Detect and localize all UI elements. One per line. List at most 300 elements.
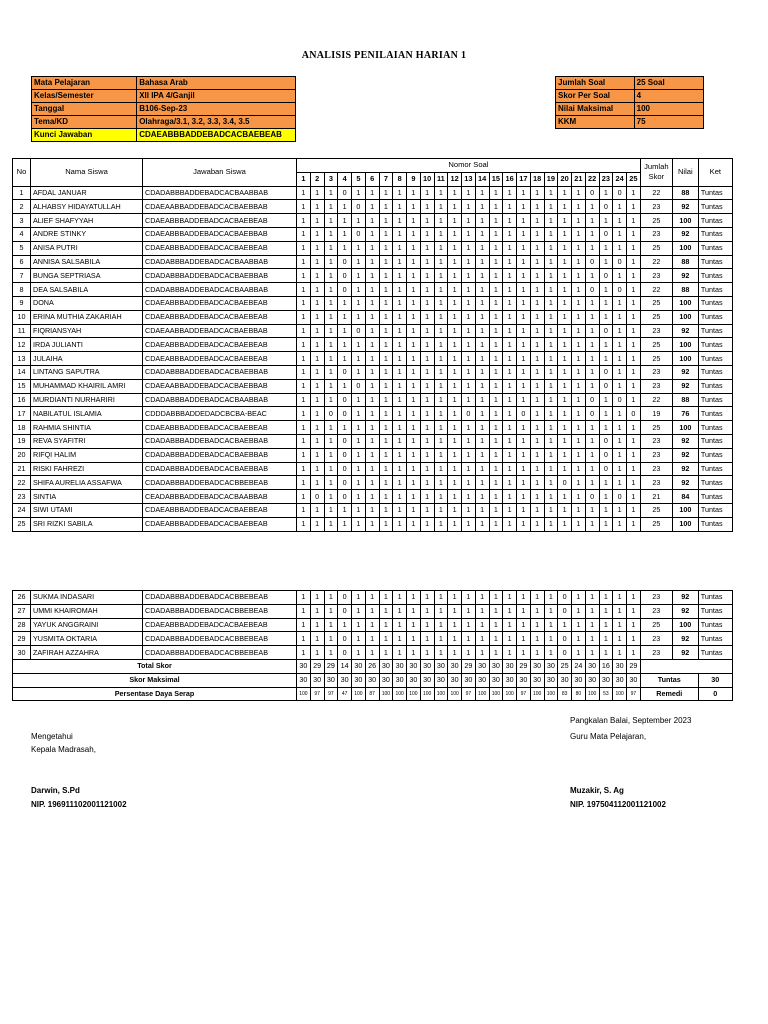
- question-score: 1: [558, 407, 572, 421]
- student-no: 8: [13, 283, 31, 297]
- question-score: 1: [530, 324, 544, 338]
- student-row: [13, 393, 733, 407]
- question-score: 1: [448, 421, 462, 435]
- info-row: [556, 103, 704, 116]
- question-score: 1: [434, 462, 448, 476]
- summary-value: 29: [324, 659, 338, 673]
- question-score: 1: [310, 379, 324, 393]
- student-answers: CDAEAABBADDEBADCACBAEBBAB: [143, 324, 297, 338]
- question-score: 1: [517, 462, 531, 476]
- student-name: RIFQI HALIM: [31, 448, 143, 462]
- summary-value: 26: [365, 659, 379, 673]
- question-score: 1: [572, 490, 586, 504]
- question-score: 1: [613, 241, 627, 255]
- question-score: 0: [352, 324, 366, 338]
- nilai: 100: [672, 503, 698, 517]
- student-row: [13, 324, 733, 338]
- student-name: FIQRIANSYAH: [31, 324, 143, 338]
- question-score: 1: [407, 324, 421, 338]
- guru-title: Guru Mata Pelajaran,: [570, 732, 647, 741]
- question-score: 1: [324, 646, 338, 660]
- summary-row: [13, 659, 733, 673]
- question-score: 1: [627, 255, 641, 269]
- question-score: 1: [324, 241, 338, 255]
- question-score: 1: [448, 255, 462, 269]
- summary-value: 30: [475, 659, 489, 673]
- question-score: 1: [365, 186, 379, 200]
- question-number: 18: [530, 172, 544, 186]
- student-name: RAHMIA SHINTIA: [31, 421, 143, 435]
- question-score: 1: [517, 503, 531, 517]
- question-score: 1: [310, 591, 324, 605]
- question-score: 1: [613, 448, 627, 462]
- student-answers: CDADABBBADDEBADCACBAABBAB: [143, 393, 297, 407]
- info-value: CDAEABBBADDEBADCACBAEBEAB: [137, 129, 296, 142]
- question-score: 1: [448, 448, 462, 462]
- summary-value: 30: [475, 673, 489, 687]
- question-score: 1: [393, 296, 407, 310]
- question-score: 1: [544, 490, 558, 504]
- student-name: ANDRE STINKY: [31, 227, 143, 241]
- question-score: 1: [324, 324, 338, 338]
- question-score: 1: [365, 227, 379, 241]
- question-score: 1: [448, 310, 462, 324]
- summary-value: 30: [297, 659, 311, 673]
- question-score: 1: [489, 200, 503, 214]
- student-answers: CDAEABBBADDEBADCACBAEBEAB: [143, 421, 297, 435]
- keterangan: Tuntas: [698, 490, 732, 504]
- student-answers: CDADABBBADDEBADCACBBEBEAB: [143, 476, 297, 490]
- question-score: 1: [475, 503, 489, 517]
- question-score: 1: [324, 591, 338, 605]
- student-row: [13, 296, 733, 310]
- question-score: 1: [558, 338, 572, 352]
- question-score: 1: [365, 591, 379, 605]
- question-score: 1: [517, 365, 531, 379]
- question-score: 1: [420, 324, 434, 338]
- question-score: 1: [544, 338, 558, 352]
- question-score: 1: [407, 646, 421, 660]
- nilai: 92: [672, 379, 698, 393]
- question-score: 1: [475, 490, 489, 504]
- summary-value: 30: [503, 659, 517, 673]
- question-score: 1: [489, 310, 503, 324]
- info-value: 75: [634, 116, 703, 129]
- question-number: 1: [297, 172, 311, 186]
- question-score: 0: [338, 255, 352, 269]
- question-score: 1: [297, 646, 311, 660]
- question-score: 1: [530, 255, 544, 269]
- question-score: 1: [599, 591, 613, 605]
- question-score: 0: [599, 227, 613, 241]
- question-score: 1: [544, 324, 558, 338]
- question-score: 1: [352, 296, 366, 310]
- summary-value: 30: [517, 673, 531, 687]
- question-score: 1: [379, 296, 393, 310]
- question-score: 1: [558, 379, 572, 393]
- nilai: 100: [672, 618, 698, 632]
- question-score: 1: [613, 503, 627, 517]
- question-score: 1: [572, 476, 586, 490]
- info-table-left: [31, 76, 296, 142]
- question-number: 15: [489, 172, 503, 186]
- student-name: JULAIHA: [31, 352, 143, 366]
- question-score: 1: [572, 618, 586, 632]
- question-score: 1: [434, 618, 448, 632]
- student-row: [13, 200, 733, 214]
- question-score: 1: [462, 227, 476, 241]
- nilai: 76: [672, 407, 698, 421]
- question-score: 1: [613, 379, 627, 393]
- student-no: 28: [13, 618, 31, 632]
- question-score: 1: [297, 476, 311, 490]
- question-score: 1: [613, 421, 627, 435]
- summary-value: 100: [503, 687, 517, 701]
- question-score: 1: [420, 393, 434, 407]
- question-score: 1: [297, 241, 311, 255]
- summary-empty: [640, 659, 732, 673]
- question-score: 1: [324, 214, 338, 228]
- student-answers: CDAEABBBADDEBADCACBAEBEAB: [143, 241, 297, 255]
- question-score: 1: [530, 310, 544, 324]
- question-score: 1: [407, 503, 421, 517]
- question-score: 1: [379, 503, 393, 517]
- keterangan: Tuntas: [698, 462, 732, 476]
- question-score: 1: [517, 200, 531, 214]
- guru-nip: NIP. 197504112001121002: [570, 800, 666, 809]
- question-score: 1: [599, 618, 613, 632]
- question-score: 1: [420, 255, 434, 269]
- question-score: 1: [365, 296, 379, 310]
- question-score: 1: [393, 227, 407, 241]
- question-score: 1: [489, 338, 503, 352]
- student-no: 1: [13, 186, 31, 200]
- summary-value: 25: [558, 659, 572, 673]
- summary-value: 30: [530, 659, 544, 673]
- question-score: 1: [558, 462, 572, 476]
- question-score: 1: [544, 283, 558, 297]
- question-score: 1: [475, 434, 489, 448]
- student-name: ALIEF SHAFYYAH: [31, 214, 143, 228]
- question-score: 1: [420, 517, 434, 531]
- question-score: 1: [544, 646, 558, 660]
- question-score: 1: [352, 241, 366, 255]
- question-score: 1: [462, 503, 476, 517]
- question-score: 1: [627, 296, 641, 310]
- question-score: 0: [352, 200, 366, 214]
- summary-value: 30: [448, 673, 462, 687]
- question-score: 1: [585, 352, 599, 366]
- student-row: [13, 490, 733, 504]
- question-score: 1: [627, 393, 641, 407]
- question-score: 1: [627, 200, 641, 214]
- question-score: 1: [517, 618, 531, 632]
- question-score: 1: [558, 296, 572, 310]
- question-score: 1: [517, 591, 531, 605]
- question-score: 1: [585, 421, 599, 435]
- question-score: 1: [324, 462, 338, 476]
- question-score: 1: [475, 255, 489, 269]
- question-score: 1: [475, 632, 489, 646]
- question-score: 1: [434, 200, 448, 214]
- question-score: 1: [407, 618, 421, 632]
- question-score: 1: [585, 632, 599, 646]
- question-score: 1: [338, 421, 352, 435]
- question-score: 1: [407, 476, 421, 490]
- student-row: [13, 283, 733, 297]
- nilai: 92: [672, 632, 698, 646]
- summary-extra-value: 0: [698, 687, 732, 701]
- question-score: 1: [558, 517, 572, 531]
- place-date: Pangkalan Balai, September 2023: [570, 716, 692, 725]
- student-row: [13, 421, 733, 435]
- question-number: 2: [310, 172, 324, 186]
- student-answers: CDADABBBADDEBADCACBBEBEAB: [143, 646, 297, 660]
- question-score: 1: [393, 338, 407, 352]
- summary-row: [13, 673, 733, 687]
- question-score: 1: [613, 632, 627, 646]
- question-score: 1: [365, 393, 379, 407]
- question-score: 1: [434, 296, 448, 310]
- question-score: 1: [544, 434, 558, 448]
- question-score: 1: [434, 324, 448, 338]
- question-score: 1: [489, 421, 503, 435]
- student-name: ANISA PUTRI: [31, 241, 143, 255]
- question-score: 1: [420, 296, 434, 310]
- nilai: 84: [672, 490, 698, 504]
- question-score: 1: [310, 407, 324, 421]
- question-score: 1: [627, 324, 641, 338]
- info-value: 25 Soal: [634, 77, 703, 90]
- question-score: 1: [585, 517, 599, 531]
- student-no: 21: [13, 462, 31, 476]
- summary-value: 30: [379, 659, 393, 673]
- question-score: 1: [613, 227, 627, 241]
- question-score: 0: [558, 604, 572, 618]
- summary-value: 30: [489, 659, 503, 673]
- jumlah-skor: 25: [640, 214, 672, 228]
- question-score: 1: [585, 379, 599, 393]
- question-score: 1: [407, 241, 421, 255]
- question-score: 1: [585, 604, 599, 618]
- question-score: 1: [434, 214, 448, 228]
- question-number: 24: [613, 172, 627, 186]
- question-score: 1: [434, 269, 448, 283]
- question-score: 1: [489, 462, 503, 476]
- student-no: 7: [13, 269, 31, 283]
- question-score: 1: [297, 255, 311, 269]
- student-answers: CDADABBBADDEBADCACBAEBBAB: [143, 365, 297, 379]
- summary-value: 30: [613, 659, 627, 673]
- question-score: 1: [407, 296, 421, 310]
- info-value: Olahraga/3.1, 3.2, 3.3, 3.4, 3.5: [137, 116, 296, 129]
- question-number: 7: [379, 172, 393, 186]
- question-score: 1: [462, 604, 476, 618]
- kepala-nip: NIP. 196911102001121002: [31, 800, 127, 809]
- question-score: 1: [572, 604, 586, 618]
- student-name: LINTANG SAPUTRA: [31, 365, 143, 379]
- question-score: 1: [530, 490, 544, 504]
- nilai: 100: [672, 241, 698, 255]
- jumlah-skor: 25: [640, 618, 672, 632]
- question-score: 1: [503, 255, 517, 269]
- question-score: 1: [517, 324, 531, 338]
- question-score: 1: [530, 618, 544, 632]
- question-score: 1: [462, 393, 476, 407]
- summary-value: 29: [517, 659, 531, 673]
- student-name: IRDA JULIANTI: [31, 338, 143, 352]
- question-score: 1: [352, 338, 366, 352]
- summary-value: 100: [448, 687, 462, 701]
- question-score: 1: [324, 283, 338, 297]
- question-score: 1: [297, 214, 311, 228]
- question-score: 1: [462, 646, 476, 660]
- nilai: 92: [672, 448, 698, 462]
- student-name: ERINA MUTHIA ZAKARIAH: [31, 310, 143, 324]
- question-score: 1: [393, 517, 407, 531]
- question-score: 1: [310, 310, 324, 324]
- keterangan: Tuntas: [698, 310, 732, 324]
- question-score: 1: [475, 476, 489, 490]
- question-score: 1: [420, 200, 434, 214]
- summary-value: 100: [544, 687, 558, 701]
- summary-label: Persentase Daya Serap: [13, 687, 297, 701]
- question-score: 1: [544, 227, 558, 241]
- summary-value: 30: [407, 659, 421, 673]
- question-score: 1: [352, 517, 366, 531]
- question-score: 1: [448, 407, 462, 421]
- question-score: 1: [324, 490, 338, 504]
- student-answers: CDADABBBADDEBADCACBAABBAB: [143, 186, 297, 200]
- question-score: 1: [379, 490, 393, 504]
- question-score: 1: [352, 255, 366, 269]
- question-score: 1: [517, 476, 531, 490]
- question-score: 1: [297, 421, 311, 435]
- question-score: 1: [599, 214, 613, 228]
- question-score: 1: [448, 618, 462, 632]
- question-score: 1: [613, 604, 627, 618]
- question-score: 0: [338, 407, 352, 421]
- info-value: XII IPA 4/Ganjil: [137, 90, 296, 103]
- question-score: 1: [558, 352, 572, 366]
- question-score: 1: [627, 379, 641, 393]
- question-score: 1: [613, 200, 627, 214]
- nilai: 88: [672, 186, 698, 200]
- question-score: 1: [585, 462, 599, 476]
- student-answers: CDAEABBBADDEBADCACBAEBEAB: [143, 214, 297, 228]
- question-score: 1: [352, 448, 366, 462]
- question-score: 1: [324, 379, 338, 393]
- question-score: 1: [338, 503, 352, 517]
- question-score: 1: [530, 632, 544, 646]
- question-score: 1: [599, 310, 613, 324]
- question-score: 1: [448, 186, 462, 200]
- question-score: 1: [352, 365, 366, 379]
- student-answers: CDAEABBBADDEBADCACBAEBEAB: [143, 618, 297, 632]
- question-score: 1: [517, 632, 531, 646]
- nilai: 92: [672, 462, 698, 476]
- summary-value: 30: [310, 673, 324, 687]
- summary-value: 29: [627, 659, 641, 673]
- question-score: 1: [448, 296, 462, 310]
- question-score: 1: [448, 503, 462, 517]
- question-score: 1: [517, 393, 531, 407]
- question-score: 1: [324, 618, 338, 632]
- question-score: 1: [324, 186, 338, 200]
- question-score: 1: [434, 646, 448, 660]
- student-answers: CDADABBBADDEBADCACBAEBBAB: [143, 434, 297, 448]
- summary-value: 30: [462, 673, 476, 687]
- question-score: 1: [489, 283, 503, 297]
- jumlah-skor: 23: [640, 476, 672, 490]
- question-score: 1: [517, 296, 531, 310]
- nilai: 100: [672, 352, 698, 366]
- question-score: 1: [503, 352, 517, 366]
- nilai: 100: [672, 338, 698, 352]
- question-score: 1: [627, 448, 641, 462]
- question-score: 1: [599, 490, 613, 504]
- question-score: 1: [503, 618, 517, 632]
- question-score: 0: [599, 448, 613, 462]
- question-score: 1: [310, 476, 324, 490]
- question-score: 1: [572, 200, 586, 214]
- question-score: 1: [434, 434, 448, 448]
- question-score: 1: [310, 296, 324, 310]
- question-score: 1: [365, 324, 379, 338]
- student-row: [13, 241, 733, 255]
- question-score: 1: [544, 393, 558, 407]
- student-no: 14: [13, 365, 31, 379]
- question-score: 1: [530, 434, 544, 448]
- question-score: 1: [530, 393, 544, 407]
- question-score: 1: [379, 448, 393, 462]
- question-score: 1: [379, 646, 393, 660]
- question-score: 1: [475, 241, 489, 255]
- question-score: 1: [489, 503, 503, 517]
- student-row: [13, 255, 733, 269]
- nilai: 88: [672, 283, 698, 297]
- question-number: 19: [544, 172, 558, 186]
- question-score: 1: [448, 214, 462, 228]
- summary-value: 100: [379, 687, 393, 701]
- question-score: 1: [448, 200, 462, 214]
- question-score: 1: [297, 352, 311, 366]
- question-score: 1: [475, 200, 489, 214]
- keterangan: Tuntas: [698, 591, 732, 605]
- question-score: 1: [544, 255, 558, 269]
- jumlah-skor: 23: [640, 324, 672, 338]
- question-score: 1: [365, 241, 379, 255]
- question-score: 1: [530, 421, 544, 435]
- question-score: 1: [297, 393, 311, 407]
- question-score: 1: [544, 632, 558, 646]
- student-answers: CDADABBBADDEBADCACBAABBAB: [143, 283, 297, 297]
- question-score: 1: [310, 269, 324, 283]
- question-score: 1: [613, 352, 627, 366]
- question-score: 1: [379, 604, 393, 618]
- question-score: 1: [503, 604, 517, 618]
- question-score: 1: [627, 421, 641, 435]
- question-score: 1: [434, 503, 448, 517]
- nilai: 92: [672, 476, 698, 490]
- question-score: 1: [572, 448, 586, 462]
- question-score: 1: [407, 517, 421, 531]
- question-score: 1: [462, 241, 476, 255]
- question-score: 1: [434, 186, 448, 200]
- question-score: 1: [530, 379, 544, 393]
- question-score: 1: [324, 503, 338, 517]
- info-value: B106-Sep-23: [137, 103, 296, 116]
